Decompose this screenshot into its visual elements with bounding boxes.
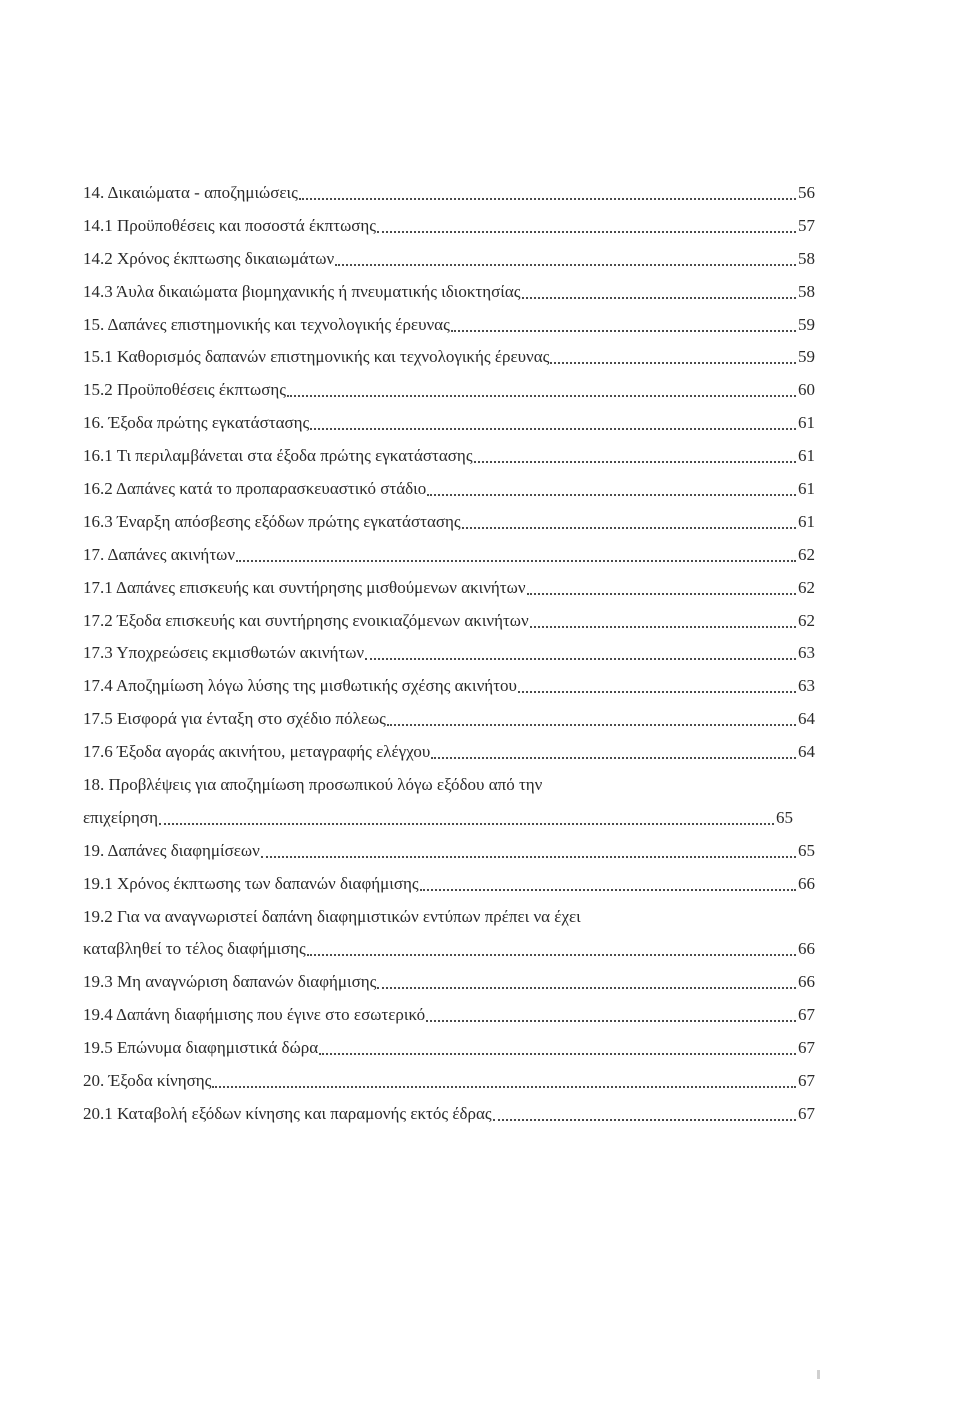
toc-entry-continuation — [83, 938, 815, 960]
dot-leader — [310, 428, 796, 430]
toc-entry-page: 61 — [798, 413, 815, 433]
toc-entry-title: 17.5 Εισφορά για ένταξη στο σχέδιο πόλεως — [83, 709, 386, 729]
toc-entry-title: 17.2 Έξοδα επισκευής και συντήρησης ενοικιαζόμενων ακινήτων — [83, 610, 529, 630]
dot-leader — [307, 954, 796, 956]
toc-entry-title: 16.3 Έναρξη απόσβεσης εξόδων πρώτης εγκατάστασης — [83, 511, 461, 531]
toc-entry-page: 66 — [798, 873, 815, 893]
dot-leader — [426, 1020, 796, 1022]
toc-entry-page: 62 — [798, 610, 815, 630]
toc-entry-title: 19.1 Χρόνος έκπτωσης των δαπανών διαφήμισης — [83, 873, 419, 893]
toc-entry — [83, 182, 815, 204]
toc-entry-title: 20. Έξοδα κίνησης — [83, 1071, 212, 1091]
dot-leader — [462, 527, 796, 529]
toc-entry-page: 61 — [798, 479, 815, 499]
toc-entry — [83, 248, 815, 270]
toc-entry-page: 65 — [798, 840, 815, 860]
dot-leader — [287, 395, 796, 397]
dot-leader — [299, 198, 796, 200]
toc-entry — [83, 840, 815, 862]
toc-entry — [83, 1004, 815, 1026]
toc-entry-page: 62 — [798, 577, 815, 597]
dot-leader — [335, 264, 796, 266]
dot-leader — [427, 494, 796, 496]
toc-entry-title: 14.1 Προϋποθέσεις και ποσοστά έκπτωσης — [83, 215, 377, 235]
toc-entry-title: 19.5 Επώνυμα διαφημιστικά δώρα — [83, 1038, 319, 1058]
toc-entry — [83, 577, 815, 599]
toc-entry — [83, 314, 815, 336]
toc-entry-page: 67 — [798, 1038, 815, 1058]
toc-entry — [83, 215, 815, 237]
dot-leader — [319, 1053, 796, 1055]
toc-entry-title: 19.3 Μη αναγνώριση δαπανών διαφήμισης — [83, 972, 377, 992]
toc-entry — [83, 1070, 815, 1092]
toc-entry-page: 66 — [798, 939, 815, 959]
toc-entry-title: 14.3 Άυλα δικαιώματα βιομηχανικής ή πνευματικής ιδιοκτησίας — [83, 281, 521, 301]
scan-mark — [817, 1370, 820, 1379]
toc-entry — [83, 741, 815, 763]
dot-leader — [236, 560, 796, 562]
toc-entry-page: 58 — [798, 281, 815, 301]
dot-leader — [387, 724, 796, 726]
toc-entry — [83, 873, 815, 895]
toc-entry-page: 59 — [798, 347, 815, 367]
toc-entry-page: 64 — [798, 709, 815, 729]
toc-entry — [83, 544, 815, 566]
toc-entry — [83, 906, 815, 928]
toc-entry — [83, 379, 815, 401]
toc-entry-title: καταβληθεί το τέλος διαφήμισης — [83, 939, 306, 959]
toc-entry — [83, 445, 815, 467]
toc-entry-page: 65 — [776, 807, 793, 827]
toc-entry-title: 14.2 Χρόνος έκπτωσης δικαιωμάτων — [83, 248, 335, 268]
toc-entry-page: 61 — [798, 511, 815, 531]
toc-entry — [83, 642, 815, 664]
dot-leader — [261, 856, 796, 858]
toc-entry — [83, 971, 815, 993]
toc-entry-page: 58 — [798, 248, 815, 268]
toc-entry-title: 20.1 Καταβολή εξόδων κίνησης και παραμονής εκτός έδρας — [83, 1103, 492, 1123]
dot-leader — [493, 1119, 796, 1121]
dot-leader — [159, 823, 774, 825]
toc-entry-title: 17.6 Έξοδα αγοράς ακινήτου, μεταγραφής ελέγχου — [83, 742, 431, 762]
dot-leader — [431, 757, 796, 759]
dot-leader — [377, 987, 796, 989]
dot-leader — [420, 889, 796, 891]
toc-entry — [83, 412, 815, 434]
toc-entry-title: 19.4 Δαπάνη διαφήμισης που έγινε στο εσωτερικό — [83, 1005, 426, 1025]
toc-entry-page: 67 — [798, 1005, 815, 1025]
toc-entry-page: 63 — [798, 676, 815, 696]
dot-leader — [377, 231, 796, 233]
toc-entry-title: 15.2 Προϋποθέσεις έκπτωσης — [83, 380, 286, 400]
toc-entry — [83, 675, 815, 697]
toc-entry-title: 17.4 Αποζημίωση λόγω λύσης της μισθωτικής σχέσης ακινήτου — [83, 676, 517, 696]
toc-entry — [83, 346, 815, 368]
toc-entry-title: 16.1 Τι περιλαμβάνεται στα έξοδα πρώτης εγκατάστασης — [83, 446, 473, 466]
toc-entry-page: 62 — [798, 544, 815, 564]
toc-entry — [83, 610, 815, 632]
toc-entry-page: 67 — [798, 1103, 815, 1123]
toc-entry — [83, 511, 815, 533]
toc-entry-title: 14. Δικαιώματα - αποζημιώσεις — [83, 183, 298, 202]
toc-entry — [83, 708, 815, 730]
toc-entry-page: 57 — [798, 215, 815, 235]
toc-entry-title: επιχείρηση — [83, 807, 158, 827]
toc-entry-continuation — [83, 807, 793, 829]
dot-leader — [550, 362, 796, 364]
dot-leader — [530, 626, 796, 628]
toc-entry-page: 59 — [798, 314, 815, 334]
toc-entry-title: 15.1 Καθορισμός δαπανών επιστημονικής και τεχνολογικής έρευνας — [83, 347, 550, 367]
dot-leader — [522, 297, 797, 299]
toc-entry-title: 17. Δαπάνες ακινήτων — [83, 544, 236, 564]
toc-entry-page: 66 — [798, 972, 815, 992]
dot-leader — [527, 593, 796, 595]
table-of-contents — [83, 182, 815, 1136]
toc-entry — [83, 1103, 815, 1125]
toc-entry-title: 17.3 Υποχρεώσεις εκμισθωτών ακινήτων — [83, 643, 365, 663]
toc-entry-page: 60 — [798, 380, 815, 400]
toc-entry-title: 18. Προβλέψεις για αποζημίωση προσωπικού λόγω εξόδου από την — [83, 775, 543, 795]
dot-leader — [474, 461, 796, 463]
toc-entry-title: 15. Δαπάνες επιστημονικής και τεχνολογικής έρευνας — [83, 314, 450, 334]
toc-entry-title: 17.1 Δαπάνες επισκευής και συντήρησης μισθούμενων ακινήτων — [83, 577, 526, 597]
dot-leader — [518, 691, 796, 693]
toc-entry — [83, 478, 815, 500]
dot-leader — [451, 330, 796, 332]
toc-entry-page: 56 — [798, 183, 815, 202]
toc-entry-title: 19. Δαπάνες διαφημίσεων — [83, 840, 260, 860]
dot-leader — [212, 1086, 796, 1088]
toc-entry — [83, 774, 815, 796]
toc-entry-page: 63 — [798, 643, 815, 663]
toc-entry — [83, 1037, 815, 1059]
toc-entry — [83, 281, 815, 303]
dot-leader — [365, 658, 796, 660]
toc-entry-title: 16. Έξοδα πρώτης εγκατάστασης — [83, 413, 310, 433]
toc-entry-title: 16.2 Δαπάνες κατά το προπαρασκευαστικό στάδιο — [83, 479, 427, 499]
toc-entry-page: 67 — [798, 1071, 815, 1091]
toc-entry-page: 61 — [798, 446, 815, 466]
toc-entry-page: 64 — [798, 742, 815, 762]
toc-entry-title: 19.2 Για να αναγνωριστεί δαπάνη διαφημιστικών εντύπων πρέπει να έχει — [83, 906, 581, 926]
